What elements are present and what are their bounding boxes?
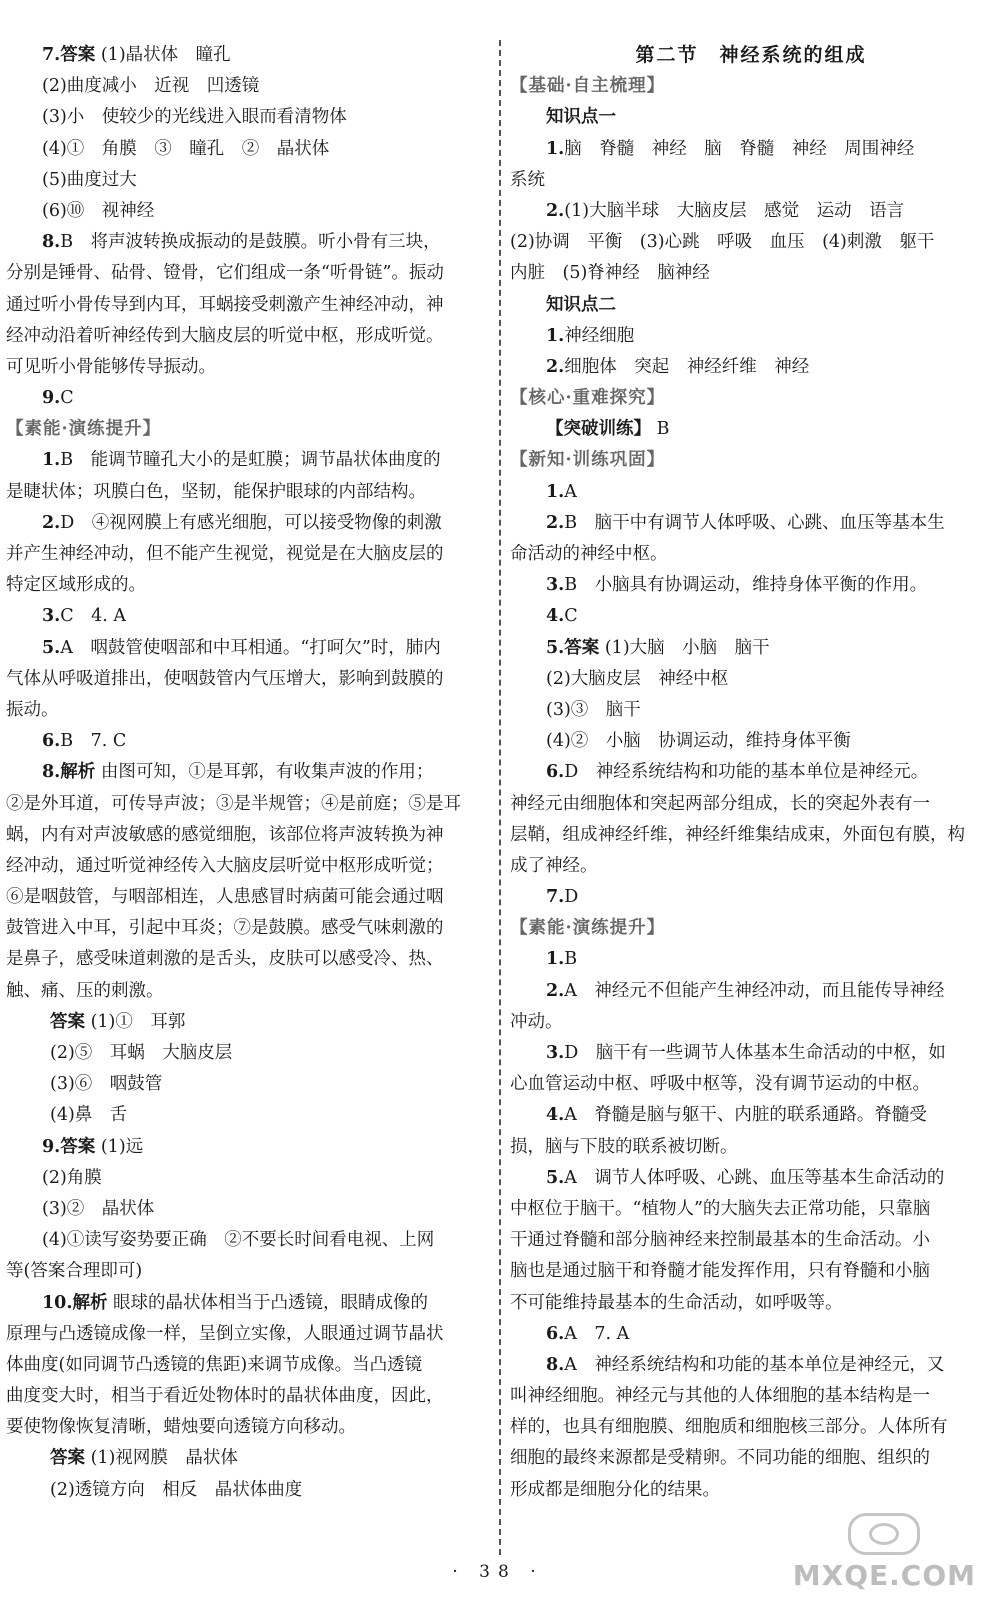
right-column (510, 40, 992, 1506)
text-line (510, 726, 992, 757)
line-text: (1)视网膜 晶状体 (90, 1448, 238, 1469)
text-line (6, 383, 494, 414)
line-text: C (60, 388, 74, 409)
line-text: 层鞘，组成神经纤维，神经纤维集结成束，外面包有膜，构 (510, 824, 965, 845)
line-text: A (564, 481, 577, 502)
question-number: 2. (42, 512, 61, 533)
line-text: (2)大脑皮层 神经中枢 (546, 668, 729, 689)
text-line (6, 1319, 494, 1350)
text-line (6, 227, 494, 258)
text-line (6, 445, 494, 476)
line-text: 是鼻子，感受味道刺激的是舌头，皮肤可以感受冷、热、 (6, 949, 444, 970)
text-line (6, 851, 494, 882)
line-text: 通过听小骨传导到内耳，耳蜗接受刺激产生神经冲动，神 (6, 294, 444, 315)
line-text: A 7. A (564, 1323, 630, 1344)
line-text: B 将声波转换成振动的是鼓膜。听小骨有三块， (60, 232, 441, 253)
line-text: A 脊髓是脑与躯干、内脏的联系通路。脊髓受 (564, 1105, 927, 1126)
line-text: 叫神经细胞。神经元与其他的人体细胞的基本结构是一 (510, 1386, 930, 1407)
line-text: D 脑干有一些调节人体基本生命活动的中枢，如 (564, 1043, 946, 1063)
column-divider (499, 40, 501, 1555)
text-line (510, 414, 992, 445)
text-line (510, 976, 992, 1007)
line-text: 形成都是细胞分化的结果。 (510, 1479, 720, 1500)
section-heading: 【核心·重难探究】 (510, 388, 666, 409)
text-line (6, 1163, 494, 1194)
question-number: 10. (42, 1292, 73, 1313)
line-text: (3)小 使较少的光线进入眼而看清物体 (42, 107, 347, 128)
line-text: 脑也是通过脑干和脊髓才能发挥作用，只有脊髓和小脑 (510, 1261, 930, 1282)
text-line (6, 102, 494, 133)
text-line (6, 789, 494, 820)
text-line (6, 1350, 494, 1381)
text-line (510, 227, 992, 258)
text-line (510, 1256, 992, 1287)
text-line (510, 196, 992, 227)
question-number: 2. (546, 200, 565, 221)
text-line (6, 1007, 494, 1038)
line-text: 心血管运动中枢、呼吸中枢等，没有调节运动的中枢。 (510, 1074, 930, 1095)
text-line (6, 40, 494, 71)
watermark (793, 1513, 976, 1592)
line-text: (3)③ 脑干 (546, 699, 641, 720)
line-text: (2)协调 平衡 (3)心跳 呼吸 血压 (4)刺激 躯干 (510, 232, 935, 253)
text-line (6, 1412, 494, 1443)
line-text: 蜗，内有对声波敏感的感觉细胞，该部位将声波转换为神 (6, 824, 444, 845)
question-number: 3. (546, 1043, 565, 1063)
watermark-logo-icon (848, 1513, 920, 1555)
line-text: 脑 脊髓 神经 脑 脊髓 神经 周围神经 (564, 138, 915, 159)
line-text: 振动。 (6, 699, 59, 720)
text-line (510, 789, 992, 820)
question-number: 8. (42, 232, 61, 253)
text-line (6, 539, 494, 570)
text-line (510, 601, 992, 632)
text-line (6, 820, 494, 851)
text-line (6, 570, 494, 601)
text-line (510, 321, 992, 352)
text-line (510, 290, 992, 321)
answer-label: 解析 (72, 1292, 108, 1313)
question-number: 1. (546, 138, 565, 159)
section-heading: 【素能·演练提升】 (6, 419, 162, 440)
line-text: 由图可知，①是耳郭，有收集声波的作用； (100, 762, 434, 783)
line-text: D (564, 887, 579, 908)
text-line (510, 477, 992, 508)
question-number: 3. (42, 606, 61, 627)
line-text: 神经细胞 (564, 325, 635, 346)
text-line (6, 258, 494, 289)
text-line (510, 1100, 992, 1131)
line-text: A 咽鼓管使咽部和中耳相通。“打呵欠”时，肺内 (60, 637, 441, 658)
line-text: (1)远 (100, 1136, 144, 1157)
text-line (510, 1194, 992, 1225)
question-number: 6. (546, 762, 565, 783)
answer-label: 答案 (60, 1136, 96, 1157)
line-text: 分别是锤骨、砧骨、镫骨，它们组成一条“听骨链”。振动 (6, 263, 444, 284)
question-number: 1. (42, 450, 61, 471)
line-text: (4)② 小脑 协调运动，维持身体平衡 (546, 731, 851, 752)
text-line (6, 726, 494, 757)
line-text: 中枢位于脑干。“植物人”的大脑失去正常功能，只靠脑 (510, 1198, 931, 1219)
text-line (510, 1288, 992, 1319)
line-text: (2)曲度减小 近视 凹透镜 (42, 76, 260, 97)
line-text: 系统 (510, 169, 545, 190)
question-number: 5. (546, 1167, 565, 1188)
line-text: 曲度变大时，相当于看近处物体时的晶状体曲度，因此， (6, 1386, 444, 1407)
text-line (6, 913, 494, 944)
line-text: D ④视网膜上有感光细胞，可以接受物像的刺激 (60, 512, 442, 533)
text-line (6, 944, 494, 975)
line-text: A 神经系统结构和功能的基本单位是神经元，又 (564, 1354, 945, 1375)
text-line (510, 882, 992, 913)
text-line (6, 882, 494, 913)
line-text: (1)大脑半球 大脑皮层 感觉 运动 语言 (564, 200, 905, 221)
line-text: B (564, 949, 578, 970)
line-text: (5)曲度过大 (42, 169, 137, 190)
line-text: 不可能维持最基本的生命活动，如呼吸等。 (510, 1292, 843, 1313)
line-text: B 小脑具有协调运动，维持身体平衡的作用。 (564, 575, 928, 596)
answer-label: 答案 (60, 45, 96, 65)
line-text: 损，脑与下肢的联系被切断。 (510, 1136, 738, 1157)
question-number: 6. (42, 731, 61, 752)
section-title: 第二节 神经系统的组成 (635, 44, 867, 66)
text-line (510, 508, 992, 539)
line-text: B (656, 419, 670, 440)
line-text: 细胞体 突起 神经纤维 神经 (564, 356, 810, 377)
page-number: · 38 · (452, 1562, 544, 1582)
question-number: 1. (546, 325, 565, 346)
line-text: 干通过脊髓和部分脑神经来控制最基本的生命活动。小 (510, 1230, 930, 1251)
line-text: 命活动的神经中枢。 (510, 544, 668, 564)
text-line (6, 976, 494, 1007)
question-number: 7. (546, 887, 565, 908)
text-line (510, 1038, 992, 1069)
text-line (510, 1069, 992, 1100)
answer-label: 答案 (50, 1011, 85, 1032)
question-number: 5. (546, 637, 565, 658)
text-line (6, 1475, 494, 1506)
text-line (6, 601, 494, 632)
question-number: 5. (42, 637, 61, 658)
line-text: B 能调节瞳孔大小的是虹膜；调节晶状体曲度的 (60, 450, 441, 471)
line-text: 体曲度(如同调节凸透镜的焦距)来调节成像。当凸透镜 (6, 1354, 423, 1375)
line-text: (1)① 耳郭 (90, 1011, 186, 1032)
line-text: (6)⑩ 视神经 (42, 200, 155, 221)
text-line (6, 321, 494, 352)
line-text: 眼球的晶状体相当于凸透镜，眼睛成像的 (113, 1292, 429, 1313)
section-heading: 【素能·演练提升】 (510, 918, 666, 939)
line-text: 并产生神经冲动，但不能产生视觉，视觉是在大脑皮层的 (6, 544, 444, 564)
line-text: 样的，也具有细胞膜、细胞质和细胞核三部分。人体所有 (510, 1417, 948, 1438)
text-line (510, 258, 992, 289)
section-heading: 【新知·训练巩固】 (510, 450, 666, 471)
line-text: 冲动。 (510, 1011, 563, 1032)
text-line (6, 352, 494, 383)
question-number: 7. (42, 45, 61, 65)
question-number: 8. (42, 762, 61, 783)
line-text: 内脏 (5)脊神经 脑神经 (510, 263, 710, 284)
text-line (510, 1350, 992, 1381)
text-line (510, 102, 992, 133)
question-number: 2. (546, 356, 565, 377)
line-text: (2)透镜方向 相反 晶状体曲度 (50, 1479, 303, 1500)
question-number: 2. (546, 980, 565, 1001)
line-text: B 脑干中有调节人体呼吸、心跳、血压等基本生 (564, 512, 945, 533)
text-line (6, 1381, 494, 1412)
text-line (6, 1194, 494, 1225)
question-number: 4. (546, 1105, 565, 1126)
text-line (510, 1319, 992, 1350)
question-number: 9. (42, 1136, 61, 1157)
text-line (510, 1381, 992, 1412)
question-number: 6. (546, 1323, 565, 1344)
line-text: 气体从呼吸道排出，使咽鼓管内气压增大，影响到鼓膜的 (6, 668, 444, 689)
text-line (510, 1132, 992, 1163)
text-line (6, 633, 494, 664)
left-column (6, 40, 494, 1506)
question-number: 1. (546, 481, 565, 502)
line-text: B 7. C (60, 731, 127, 752)
answer-label: 【突破训练】 (546, 419, 651, 440)
text-line (510, 944, 992, 975)
text-line (510, 851, 992, 882)
text-line (6, 290, 494, 321)
line-text: (3)⑥ 咽鼓管 (50, 1074, 163, 1095)
line-text: 经冲动沿着听神经传到大脑皮层的听觉中枢，形成听觉。 (6, 325, 444, 346)
watermark-text: MXQE.COM (792, 1559, 976, 1592)
line-text: (4)① 角膜 ③ 瞳孔 ② 晶状体 (42, 138, 330, 159)
answer-label: 答案 (50, 1448, 85, 1469)
text-line (6, 1225, 494, 1256)
text-line (510, 1443, 992, 1474)
line-text: (3)② 晶状体 (42, 1198, 155, 1219)
text-line (510, 352, 992, 383)
line-text: C 4. A (60, 606, 127, 627)
question-number: 9. (42, 388, 61, 409)
text-line (6, 1038, 494, 1069)
question-number: 3. (546, 575, 565, 596)
answer-label: 知识点二 (546, 294, 616, 315)
text-line (6, 477, 494, 508)
text-line (510, 695, 992, 726)
line-text: ②是外耳道，可传导声波；③是半规管；④是前庭；⑤是耳 (6, 793, 461, 814)
line-text: (4)鼻 舌 (50, 1105, 128, 1126)
line-text: (2)角膜 (42, 1167, 102, 1188)
line-text: 是睫状体；巩膜白色，坚韧，能保护眼球的内部结构。 (6, 481, 426, 502)
question-number: 4. (546, 606, 565, 627)
line-text: 经冲动，通过听觉神经传入大脑皮层听觉中枢形成听觉； (6, 855, 444, 876)
line-text: A 神经元不但能产生神经冲动，而且能传导神经 (564, 980, 945, 1001)
line-text: 要使物像恢复清晰，蜡烛要向透镜方向移动。 (6, 1417, 356, 1438)
line-text: 触、痛、压的刺激。 (6, 980, 164, 1001)
line-text: 鼓管进入中耳，引起中耳炎；⑦是鼓膜。感受气味刺激的 (6, 918, 444, 939)
text-line (6, 1132, 494, 1163)
text-line (510, 539, 992, 570)
text-line (6, 196, 494, 227)
text-line (510, 757, 992, 788)
line-text: 神经元由细胞体和突起两部分组成，长的突起外表有一 (510, 793, 930, 814)
line-text: 成了神经。 (510, 855, 598, 876)
text-line (6, 757, 494, 788)
line-text: C (564, 606, 578, 627)
line-text: A 调节人体呼吸、心跳、血压等基本生命活动的 (564, 1167, 945, 1188)
answer-label: 知识点一 (546, 107, 616, 128)
text-line (6, 1288, 494, 1319)
text-line (6, 508, 494, 539)
text-line (6, 1100, 494, 1131)
question-number: 2. (546, 512, 565, 533)
text-line (6, 165, 494, 196)
line-text: (2)⑤ 耳蜗 大脑皮层 (50, 1043, 233, 1063)
line-text: 等(答案合理即可) (6, 1261, 143, 1282)
text-line (6, 664, 494, 695)
text-line (510, 633, 992, 664)
text-line (6, 695, 494, 726)
text-line (6, 71, 494, 102)
text-line (510, 1475, 992, 1506)
text-line (510, 134, 992, 165)
question-number: 8. (546, 1354, 565, 1375)
section-heading: 【基础·自主梳理】 (510, 76, 666, 97)
line-text: 原理与凸透镜成像一样，呈倒立实像，人眼通过调节晶状 (6, 1323, 444, 1344)
text-line (510, 1412, 992, 1443)
text-line (510, 664, 992, 695)
line-text: D 神经系统结构和功能的基本单位是神经元。 (564, 762, 929, 783)
line-text: 可见听小骨能够传导振动。 (6, 356, 216, 377)
text-line (510, 1007, 992, 1038)
text-line (510, 570, 992, 601)
line-text: ⑥是咽鼓管，与咽部相连，人患感冒时病菌可能会通过咽 (6, 887, 444, 908)
answer-label: 答案 (564, 637, 600, 658)
text-line (6, 1069, 494, 1100)
text-line (510, 165, 992, 196)
text-line (510, 820, 992, 851)
text-line (6, 134, 494, 165)
text-line (6, 1256, 494, 1287)
text-line (6, 1443, 494, 1474)
line-text: (1)晶状体 瞳孔 (100, 45, 231, 65)
text-line (510, 1163, 992, 1194)
line-text: (4)①读写姿势要正确 ②不要长时间看电视、上网 (42, 1230, 435, 1251)
line-text: (1)大脑 小脑 脑干 (604, 637, 770, 658)
line-text: 特定区域形成的。 (6, 575, 146, 596)
answer-label: 解析 (60, 762, 96, 783)
text-line (510, 1225, 992, 1256)
line-text: 细胞的最终来源都是受精卵。不同功能的细胞、组织的 (510, 1448, 930, 1469)
question-number: 1. (546, 949, 565, 970)
